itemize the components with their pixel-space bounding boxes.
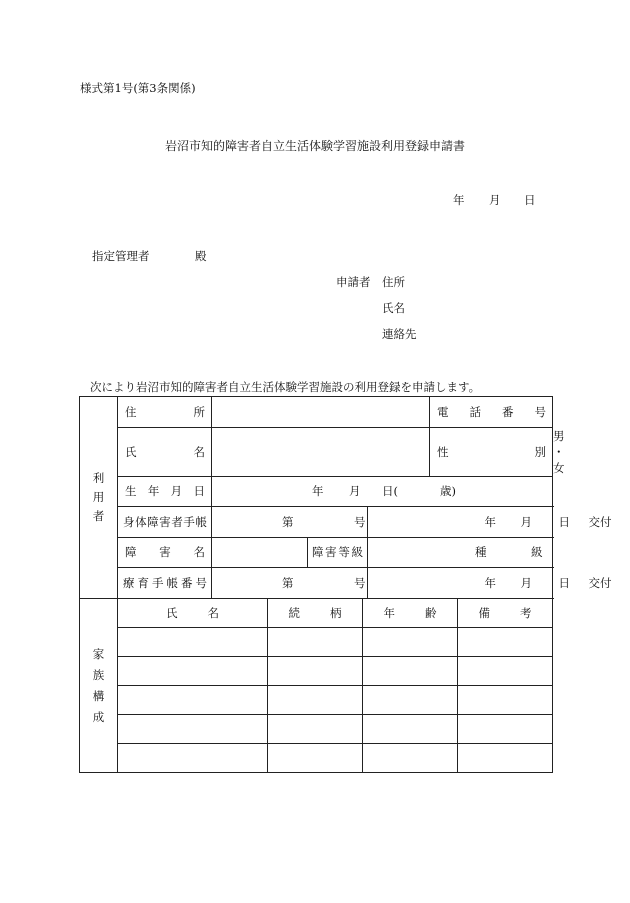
lead-text: 次により岩沼市知的障害者自立生活体験学習施設の利用登録を申請します。 — [90, 380, 481, 394]
family-cell[interactable] — [458, 744, 553, 773]
applicant-name-label: 氏名 — [382, 301, 405, 315]
birth-label-cell — [118, 476, 212, 507]
label-char: 害 — [325, 545, 337, 560]
family-cell[interactable] — [118, 686, 268, 715]
date-year-label: 年 — [453, 193, 465, 207]
user-side-char: 用 — [92, 490, 105, 505]
grade-kind-label: 種 — [475, 545, 487, 560]
family-cell[interactable] — [458, 715, 553, 744]
issued-day-label: 日 — [558, 575, 571, 590]
disability-name-label-cell — [118, 537, 212, 568]
issued-year-label: 年 — [484, 575, 497, 590]
label-char: 等 — [338, 545, 350, 560]
family-cell[interactable] — [268, 715, 363, 744]
family-cell[interactable] — [268, 744, 363, 773]
label-char: 電 — [437, 404, 449, 419]
family-cell[interactable] — [268, 686, 363, 715]
label-char: 年 — [383, 606, 395, 620]
document-title: 岩沼市知的障害者自立生活体験学習施設利用登録申請書 — [164, 139, 465, 153]
label-char: 害 — [159, 514, 171, 529]
label-char: 別 — [534, 444, 547, 459]
family-cell[interactable] — [268, 657, 363, 686]
user-info-table: 利 用 者 住 所 電 話 番 号 氏 名 性 別 男 ・ 女 生 年 月 日 年 月 日( 歳) 身 体 障 害 者 手 帳 第 号 年 月 日 交付 障 害 名 障 害 等 級 種 級 療 育 手 帳 番 号 第 号 年 月 日 交付 — [79, 396, 553, 599]
family-side-char: 成 — [92, 710, 105, 724]
phone-label-cell — [430, 397, 553, 428]
label-char: 手 — [152, 575, 164, 590]
label-char: 月 — [170, 484, 183, 499]
label-char: 考 — [520, 606, 532, 620]
family-cell[interactable] — [458, 657, 553, 686]
disability-grade-label-cell — [308, 537, 368, 568]
user-side-char: 利 — [92, 471, 105, 486]
label-char: 障 — [312, 545, 324, 560]
label-char: 名 — [193, 444, 205, 459]
physical-handbook-label-cell — [118, 507, 212, 538]
label-char: 名 — [207, 606, 219, 620]
date-day-label: 日 — [524, 193, 536, 207]
family-cell[interactable] — [118, 657, 268, 686]
label-char: 帳 — [195, 514, 207, 529]
addressee-honorific: 殿 — [195, 249, 207, 263]
label-char: 者 — [171, 514, 183, 529]
applicant-label: 申請者 — [336, 275, 371, 289]
family-cell[interactable] — [118, 715, 268, 744]
label-char: 体 — [135, 514, 147, 529]
issued-day-label: 日 — [558, 514, 571, 529]
issued-month-label: 月 — [520, 575, 533, 590]
addressee-manager: 指定管理者 — [92, 249, 150, 263]
label-char: 号 — [534, 404, 547, 419]
user-side-label — [80, 397, 118, 599]
birth-input-cell[interactable] — [212, 476, 553, 507]
disability-name-input-cell[interactable] — [212, 537, 308, 568]
birth-year-label: 年 — [312, 484, 324, 499]
family-row — [80, 686, 553, 715]
family-cell[interactable] — [118, 744, 268, 773]
label-char: 育 — [137, 575, 149, 590]
label-char: 話 — [469, 404, 482, 419]
family-side-char: 家 — [92, 647, 105, 661]
label-char: 齢 — [425, 606, 437, 620]
label-char: 療 — [123, 575, 135, 590]
issued-label: 交付 — [588, 514, 612, 529]
number-prefix: 第 — [282, 575, 294, 590]
rehab-handbook-label-cell — [118, 568, 212, 599]
family-cell[interactable] — [458, 686, 553, 715]
applicant-contact-label: 連絡先 — [382, 327, 417, 341]
address-input-cell[interactable] — [212, 397, 430, 428]
number-suffix: 号 — [354, 514, 366, 529]
applicant-address-label: 住所 — [382, 275, 405, 289]
family-row — [80, 715, 553, 744]
rehab-handbook-number-cell[interactable] — [212, 568, 368, 599]
label-char: 番 — [502, 404, 514, 419]
family-side-char: 構 — [92, 689, 105, 703]
label-char: 障 — [125, 545, 137, 560]
family-side-char: 族 — [92, 668, 105, 682]
label-char: 住 — [125, 404, 137, 419]
family-header-notes — [458, 599, 553, 628]
label-char: 氏 — [125, 444, 137, 459]
family-header-age — [363, 599, 458, 628]
family-cell[interactable] — [458, 628, 553, 657]
label-char: 害 — [159, 545, 171, 560]
label-char: 生 — [125, 484, 137, 499]
label-char: 手 — [183, 514, 195, 529]
family-cell[interactable] — [363, 657, 458, 686]
family-side-label — [80, 599, 118, 773]
number-suffix: 号 — [354, 575, 366, 590]
label-char: 帳 — [166, 575, 178, 590]
label-char: 年 — [147, 484, 160, 499]
label-char: 障 — [147, 514, 159, 529]
label-char: 日 — [193, 484, 205, 499]
label-char: 備 — [478, 606, 490, 620]
family-row — [80, 744, 553, 773]
address-label-cell — [118, 397, 212, 428]
sex-label-cell — [430, 427, 553, 476]
label-char: 性 — [437, 444, 449, 459]
birth-age-label: 歳) — [440, 484, 456, 499]
issued-month-label: 月 — [520, 514, 533, 529]
family-row — [80, 628, 553, 657]
physical-handbook-number-cell[interactable] — [212, 507, 368, 538]
form-number: 様式第1号(第3条関係) — [80, 81, 196, 95]
label-char: 名 — [193, 545, 205, 560]
family-cell[interactable] — [363, 686, 458, 715]
family-cell[interactable] — [363, 715, 458, 744]
grade-label: 級 — [531, 545, 543, 560]
family-cell[interactable] — [268, 628, 363, 657]
issued-label: 交付 — [588, 575, 612, 590]
disability-grade-input-cell[interactable] — [368, 537, 553, 568]
label-char: 号 — [195, 575, 207, 590]
date-month-label: 月 — [489, 193, 501, 207]
label-char: 所 — [193, 404, 205, 419]
name-input-cell[interactable] — [212, 427, 430, 476]
label-char: 氏 — [166, 606, 178, 620]
family-row — [80, 657, 553, 686]
issued-year-label: 年 — [484, 514, 497, 529]
label-char: 身 — [123, 514, 135, 529]
label-char: 柄 — [330, 606, 342, 620]
label-char: 級 — [351, 545, 363, 560]
number-prefix: 第 — [282, 514, 294, 529]
label-char: 続 — [288, 606, 300, 620]
family-table — [79, 598, 553, 773]
family-cell[interactable] — [118, 628, 268, 657]
birth-month-label: 月 — [349, 484, 361, 499]
label-char: 番 — [181, 575, 193, 590]
family-header-name — [118, 599, 268, 628]
birth-day-label: 日( — [382, 484, 398, 499]
user-side-char: 者 — [92, 509, 105, 524]
family-cell[interactable] — [363, 744, 458, 773]
family-header-relation — [268, 599, 363, 628]
family-cell[interactable] — [363, 628, 458, 657]
name-label-cell — [118, 427, 212, 476]
